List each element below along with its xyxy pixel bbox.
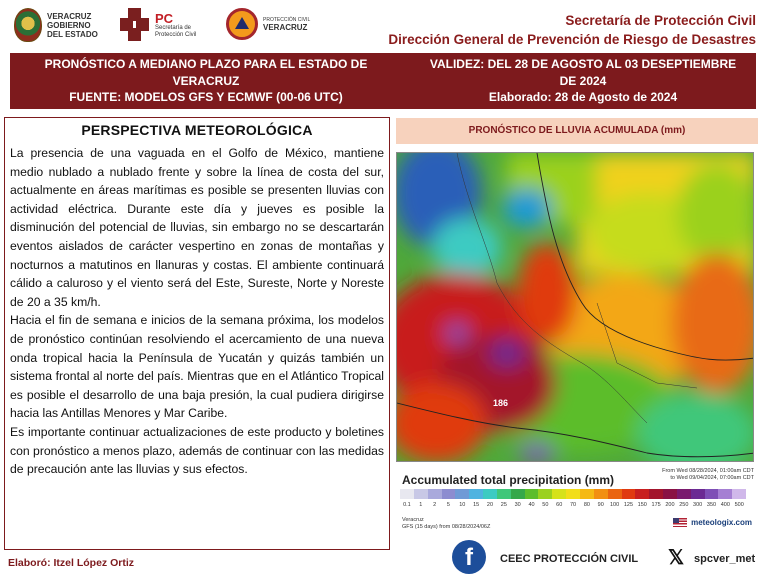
banner-right	[410, 56, 756, 106]
color-scale-swatch	[677, 489, 691, 499]
color-scale-swatch	[663, 489, 677, 499]
color-scale-swatch	[469, 489, 483, 499]
logo-text: PROTECCIÓN CIVIL	[263, 16, 311, 23]
color-scale-tick: 30	[514, 502, 521, 508]
color-scale-swatch	[442, 489, 456, 499]
color-scale	[400, 489, 746, 499]
color-scale-tick: 60	[556, 502, 563, 508]
banner-text: VERACRUZ	[172, 73, 240, 88]
color-scale-swatch	[732, 489, 746, 499]
legend-title: Accumulated total precipitation (mm)	[402, 473, 615, 487]
precipitation-map	[396, 152, 754, 462]
brand-text: meteologix.com	[691, 518, 752, 527]
color-scale-tick: 500	[734, 502, 744, 508]
outlook-paragraph: La presencia de una vaguada en el Golfo de México, mantiene medio nublado a nublado frente y sobre la línea de costa del sur, actualmente en áreas marítimas es posible se presenten lluvias con actividad eléctrica. Durante este día y jueves es posible la disminución del potencial de lluvias, sin embargo no se descartarán eventos aislados de carácter vespertino en zonas de montañas y nocturnos a matutinos en llanuras y costas. El ambiente continuará cálido a caluroso y el viento será del Este, Sureste, Norte y Noreste de 20 a 35 km/h.	[10, 146, 384, 309]
color-scale-tick: 70	[569, 502, 577, 508]
source-line: Veracruz	[402, 517, 424, 523]
facebook-icon[interactable]: f	[452, 540, 486, 574]
color-scale-tick: 250	[679, 502, 689, 508]
logo-text: GOBIERNO	[47, 20, 91, 30]
color-scale-tick: 300	[693, 502, 703, 508]
color-scale-tick: 150	[637, 502, 647, 508]
logo-text: VERACRUZ	[263, 22, 308, 32]
color-scale-swatch	[580, 489, 594, 499]
color-scale-tick: 125	[623, 502, 634, 508]
banner-text: PRONÓSTICO A MEDIANO PLAZO PARA EL ESTADO DE	[44, 57, 368, 71]
color-scale-swatch	[414, 489, 428, 499]
state-seal-icon	[14, 8, 42, 42]
color-scale-tick: 0.1	[403, 502, 411, 508]
agency-title	[388, 11, 756, 49]
agency-title-line: Secretaría de Protección Civil	[565, 13, 756, 28]
outlook-paragraph: Hacia el fin de semana e inicios de la semana próxima, los modelos de pronóstico continúan resolviendo el acercamiento de una nueva onda tropical hacia la Península de Yucatán y quizás también un sistema frontal al norte del país. Mientras que en el Atlántico Tropical es posible el desarrollo de una baja presión, la cual pudiera dirigirse hacia las Antillas Menores y Mar Caribe.	[10, 313, 384, 421]
color-scale-swatch	[608, 489, 622, 499]
color-scale-tick: 5	[446, 502, 450, 508]
forecast-banner	[10, 53, 756, 109]
color-scale-tick: 200	[665, 502, 675, 508]
color-scale-swatch	[566, 489, 580, 499]
author-credit: Elaboró: Itzel López Ortiz	[8, 557, 135, 569]
source-line: GFS (15 days) from 08/28/2024/06Z	[402, 524, 491, 530]
color-scale-swatch	[483, 489, 497, 499]
color-scale-swatch	[718, 489, 732, 499]
color-scale-tick: 15	[473, 502, 480, 508]
color-scale-tick: 400	[720, 502, 730, 508]
facebook-link[interactable]: CEEC PROTECCIÓN CIVIL	[500, 553, 639, 565]
banner-text: Elaborado: 28 de Agosto de 2024	[488, 90, 678, 104]
logo-text: Secretaría de	[155, 24, 192, 31]
precipitation-legend	[396, 465, 754, 541]
color-scale-swatch	[705, 489, 719, 499]
color-scale-tick: 350	[706, 502, 717, 508]
color-scale-swatch	[538, 489, 552, 499]
color-scale-tick: 1	[419, 502, 423, 508]
color-scale-swatch	[635, 489, 649, 499]
color-scale-ticks	[400, 502, 746, 508]
max-value-label: 186	[493, 398, 509, 408]
pc-veracruz-logo	[226, 8, 310, 40]
color-scale-tick: 40	[528, 502, 535, 508]
outlook-panel	[4, 117, 390, 550]
outlook-paragraph: Es importante continuar actualizaciones de este producto y boletines con pronóstico a menos plazo, además de continuar con las medidas de precaución ante las lluvias y sus efectos.	[10, 424, 384, 477]
logo-text: Protección Civil	[155, 31, 197, 38]
color-scale-swatch	[594, 489, 608, 499]
banner-text: DE 2024	[559, 73, 607, 88]
color-scale-swatch	[525, 489, 539, 499]
outlook-heading: PERSPECTIVA METEOROLÓGICA	[81, 122, 313, 138]
color-scale-swatch	[649, 489, 663, 499]
legend-from: From Wed 08/28/2024, 01:00am CDT	[662, 468, 754, 474]
color-scale-tick: 2	[433, 502, 437, 508]
us-flag-icon	[673, 518, 687, 527]
color-scale-swatch	[691, 489, 705, 499]
color-scale-tick: 90	[597, 502, 604, 508]
color-scale-tick: 20	[486, 502, 494, 508]
color-scale-swatch	[497, 489, 511, 499]
civil-protection-icon	[226, 8, 258, 40]
pc-logo	[120, 8, 196, 42]
color-scale-tick: 80	[583, 502, 590, 508]
pc-shield-icon	[120, 8, 150, 42]
header	[0, 0, 768, 52]
x-link[interactable]: spcver_met	[694, 553, 756, 565]
logo-text: DEL ESTADO	[47, 29, 98, 39]
logo-text: VERACRUZ	[47, 11, 92, 21]
color-scale-swatch	[552, 489, 566, 499]
banner-text: FUENTE: MODELOS GFS Y ECMWF (00-06 UTC)	[69, 90, 343, 104]
color-scale-tick: 50	[542, 502, 549, 508]
color-scale-swatch	[400, 489, 414, 499]
color-scale-swatch	[428, 489, 442, 499]
map-title: PRONÓSTICO DE LLUVIA ACUMULADA (mm)	[396, 118, 758, 144]
color-scale-swatch	[455, 489, 469, 499]
map-source	[402, 517, 490, 531]
color-scale-swatch	[511, 489, 525, 499]
agency-title-line: Dirección General de Prevención de Riesgo de Desastres	[388, 32, 756, 47]
color-scale-tick: 10	[459, 502, 466, 508]
banner-text: VALIDEZ: DEL 28 DE AGOSTO AL 03 DESEPTIEMBRE	[429, 57, 737, 71]
banner-left	[10, 56, 402, 106]
x-twitter-icon[interactable]: 𝕏	[668, 547, 685, 569]
legend-period	[662, 468, 754, 482]
color-scale-tick: 25	[500, 502, 507, 508]
pc-letters: PC	[155, 10, 174, 26]
color-scale-swatch	[622, 489, 636, 499]
veracruz-government-logo	[14, 8, 98, 42]
legend-to: to Wed 09/04/2024, 07:00am CDT	[670, 475, 754, 481]
color-scale-tick: 100	[609, 502, 620, 508]
color-scale-tick: 175	[651, 502, 661, 508]
meteologix-brand	[673, 518, 752, 527]
